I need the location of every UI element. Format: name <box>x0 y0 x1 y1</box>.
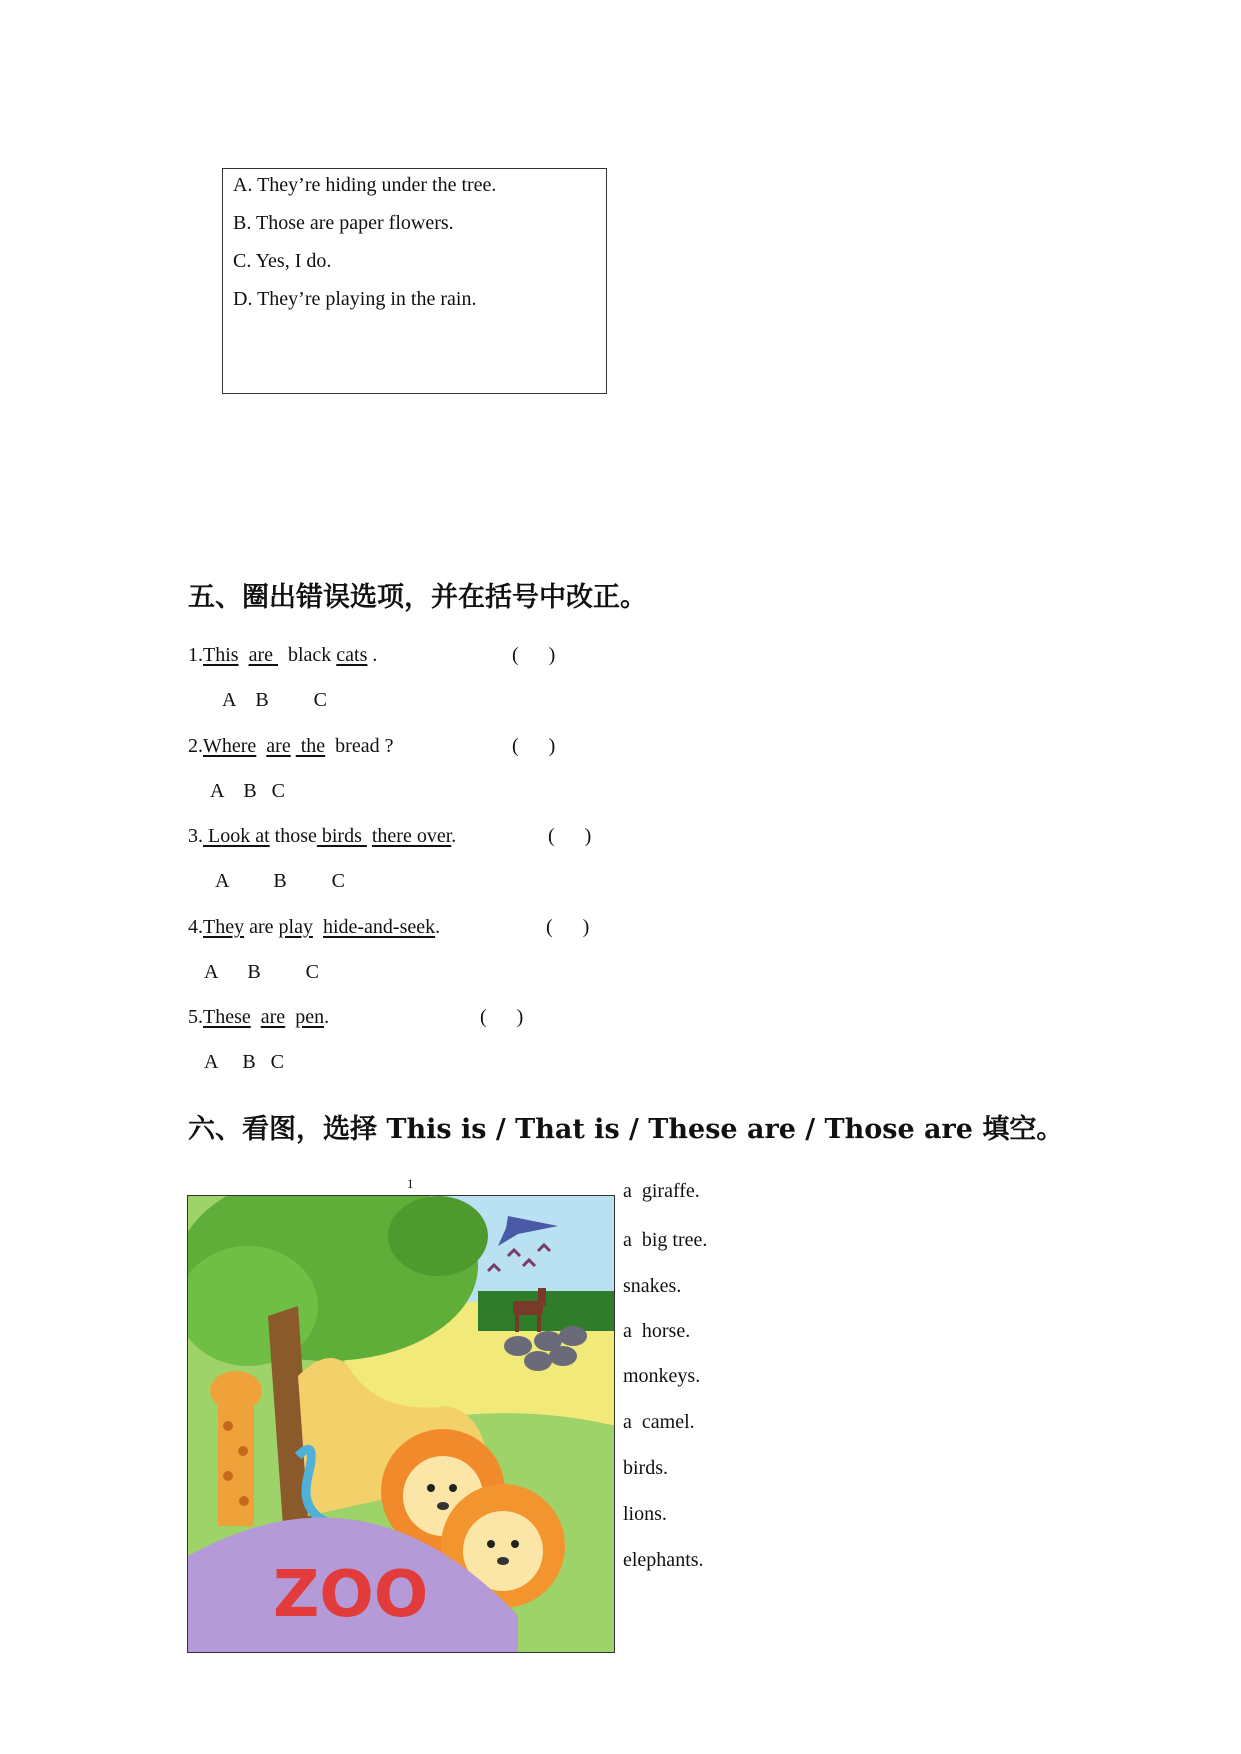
zoo-illustration <box>188 1196 615 1653</box>
option-d: D. They’re playing in the rain. <box>233 288 477 310</box>
underlined-option: are <box>248 644 278 666</box>
fill-item-4[interactable]: a horse. <box>623 1320 691 1342</box>
sentence-text: . <box>324 1006 330 1028</box>
underlined-option: play <box>278 916 313 938</box>
underlined-option: cats <box>336 644 368 666</box>
underlined-option: pen <box>295 1006 325 1028</box>
question-5 <box>188 1004 329 1030</box>
answer-blank[interactable]: ( ) <box>480 1006 524 1028</box>
underlined-option: are <box>260 1006 286 1028</box>
sentence-text: bread ? <box>325 735 394 757</box>
underlined-option: They <box>203 916 245 938</box>
underlined-option: hide-and-seek <box>322 916 436 938</box>
option-a: A. They’re hiding under the tree. <box>233 174 497 196</box>
question-number: 1. <box>188 644 203 666</box>
sentence-text: . <box>435 916 441 938</box>
fill-item-2[interactable]: a big tree. <box>623 1229 708 1251</box>
option-letters: A B C <box>222 689 328 711</box>
question-1 <box>188 642 377 668</box>
underlined-option: birds <box>316 825 367 847</box>
sentence-text: black <box>277 644 337 666</box>
sentence-text: are <box>244 916 279 938</box>
question-number: 5. <box>188 1006 203 1028</box>
underlined-option: the <box>295 735 326 757</box>
answer-blank[interactable]: ( ) <box>512 644 556 666</box>
fill-item-7[interactable]: birds. <box>623 1457 668 1479</box>
question-number: 3. <box>188 825 203 847</box>
answer-blank[interactable]: ( ) <box>548 825 592 847</box>
sentence-text: . <box>367 644 378 666</box>
underlined-option: are <box>266 735 291 757</box>
underlined-option: Look at <box>203 825 270 847</box>
sentence-text: those <box>269 825 317 847</box>
zoo-picture <box>187 1195 615 1653</box>
question-3 <box>188 823 456 849</box>
fill-item-8[interactable]: lions. <box>623 1503 667 1525</box>
question-number: 4. <box>188 916 203 938</box>
fill-item-3[interactable]: snakes. <box>623 1275 682 1297</box>
option-letters: A B C <box>210 780 286 802</box>
sentence-text <box>285 1006 295 1028</box>
option-letters: A B C <box>204 1051 285 1073</box>
option-letters: A B C <box>204 961 320 983</box>
option-c: C. Yes, I do. <box>233 250 332 272</box>
underlined-option: Where <box>203 735 257 757</box>
section6-title: 六、看图，选择 This is / That is / These are / Those are 填空。 <box>188 1114 1064 1145</box>
fill-item-9[interactable]: elephants. <box>623 1549 704 1571</box>
fill-item-5[interactable]: monkeys. <box>623 1365 701 1387</box>
option-letters: A B C <box>215 870 346 892</box>
question-2 <box>188 733 393 759</box>
answer-blank[interactable]: ( ) <box>512 735 556 757</box>
option-b: B. Those are paper flowers. <box>233 212 454 234</box>
picture-number: 1 <box>407 1176 414 1191</box>
answer-blank[interactable]: ( ) <box>546 916 590 938</box>
sentence-text <box>256 735 266 757</box>
sentence-text: . <box>451 825 457 847</box>
underlined-option: there over <box>371 825 452 847</box>
fill-item-6[interactable]: a camel. <box>623 1411 695 1433</box>
fill-item-1[interactable]: a giraffe. <box>623 1180 700 1202</box>
sentence-text <box>251 1006 261 1028</box>
section5-title: 五、圈出错误选项，并在括号中改正。 <box>188 582 647 613</box>
zoo-sign-text: ZOO <box>273 1558 429 1632</box>
answer-options-box <box>222 168 607 394</box>
question-number: 2. <box>188 735 203 757</box>
sentence-text <box>313 916 323 938</box>
question-4 <box>188 914 440 940</box>
underlined-option: This <box>203 644 239 666</box>
underlined-option: These <box>203 1006 251 1028</box>
sentence-text <box>239 644 249 666</box>
